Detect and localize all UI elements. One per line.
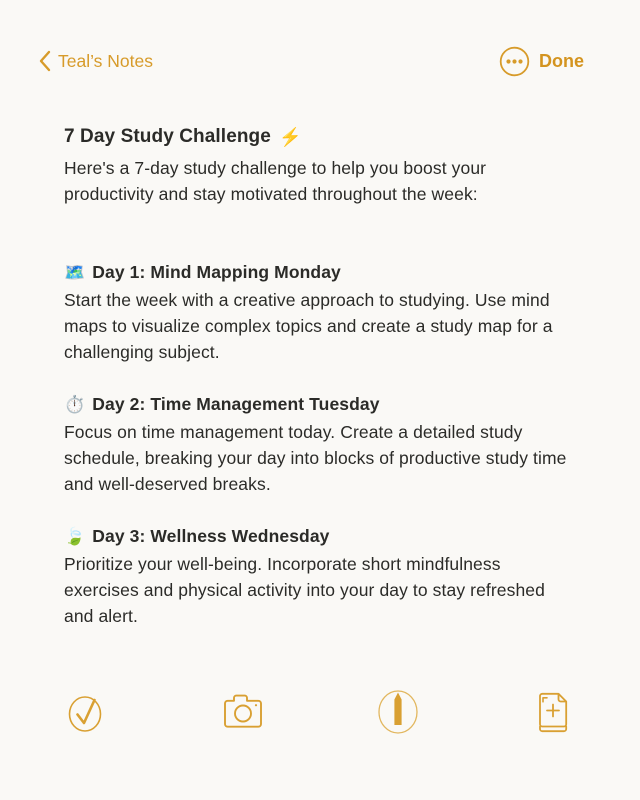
section-heading-text: Day 3: Wellness Wednesday (92, 526, 330, 546)
world-map-emoji: 🗺️ (64, 263, 86, 282)
checklist-button[interactable] (63, 686, 111, 738)
section-body: Prioritize your well-being. Incorporate short mindfulness exercises and physical activity into your day to stay refreshed and alert. (64, 554, 545, 626)
section-heading (64, 259, 578, 286)
section-body: Focus on time management today. Create a detailed study schedule, breaking your day into blocks of productive study time and well-deserved breaks. (64, 422, 567, 494)
ellipsis-circle-icon[interactable] (499, 46, 530, 77)
navigation-bar (0, 0, 640, 96)
note-content[interactable] (64, 122, 578, 655)
section-day-3 (64, 523, 578, 629)
back-button[interactable] (38, 49, 153, 73)
note-title-text: 7 Day Study Challenge (64, 126, 271, 147)
done-button[interactable]: Done (539, 50, 584, 71)
section-heading-text: Day 1: Mind Mapping Monday (92, 262, 341, 282)
section-heading-text: Day 2: Time Management Tuesday (92, 394, 380, 414)
checkmark-circle-icon (64, 687, 110, 737)
camera-icon (220, 692, 266, 732)
nav-right-group (499, 46, 584, 77)
lightning-bolt-emoji: ⚡ (278, 127, 302, 147)
markup-button[interactable] (374, 686, 422, 738)
new-note-button[interactable] (530, 686, 578, 738)
leaf-emoji: 🍃 (64, 527, 86, 546)
stopwatch-emoji: ⏱️ (64, 395, 86, 414)
note-title (64, 122, 578, 152)
new-note-icon (533, 690, 575, 734)
note-intro: Here's a 7-day study challenge to help you boost your productivity and stay motivated throughout the week: (64, 158, 487, 204)
section-heading (64, 391, 578, 418)
section-heading (64, 523, 578, 550)
section-day-1 (64, 259, 578, 365)
section-body: Start the week with a creative approach to studying. Use mind maps to visualize complex topics and create a study map for a challenging subject. (64, 290, 553, 362)
markup-pencil-icon (373, 685, 423, 739)
section-day-2 (64, 391, 578, 497)
bottom-toolbar (0, 680, 640, 744)
back-button-label: Teal’s Notes (58, 50, 154, 71)
chevron-left-icon (38, 49, 51, 73)
camera-button[interactable] (219, 686, 267, 738)
